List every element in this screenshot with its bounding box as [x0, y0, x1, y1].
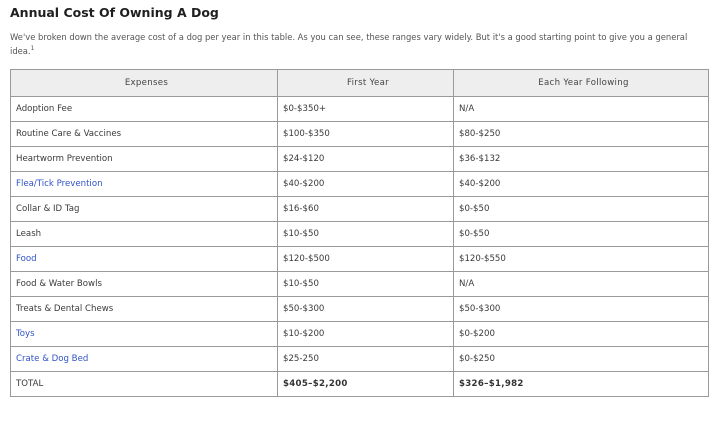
first-year-cell: $10-$50 — [278, 272, 454, 297]
first-year-cell: $25-250 — [278, 347, 454, 372]
expense-label: Collar & ID Tag — [16, 204, 80, 214]
table-row — [11, 347, 709, 372]
first-year-cell: $10-$200 — [278, 322, 454, 347]
total-label: TOTAL — [11, 372, 278, 397]
intro-text: We've broken down the average cost of a dog per year in this table. As you can see, these ranges vary widely. But it's a good starting point to give you a general idea. — [10, 32, 688, 56]
first-year-cell: $120-$500 — [278, 247, 454, 272]
table-row — [11, 247, 709, 272]
header-expenses: Expenses — [11, 70, 278, 97]
total-first-year: $405–$2,200 — [278, 372, 454, 397]
header-first-year: First Year — [278, 70, 454, 97]
expense-label: Routine Care & Vaccines — [16, 129, 122, 139]
first-year-cell: $16-$60 — [278, 197, 454, 222]
header-each-year-following: Each Year Following — [454, 70, 709, 97]
following-year-cell: $36-$132 — [454, 147, 709, 172]
expense-link[interactable]: Toys — [16, 329, 35, 339]
expense-label: Food & Water Bowls — [16, 279, 102, 289]
table-total-row — [11, 372, 709, 397]
following-year-cell: $80-$250 — [454, 122, 709, 147]
expense-cell — [11, 272, 278, 297]
expense-cell — [11, 97, 278, 122]
expense-cell — [11, 322, 278, 347]
expense-cell — [11, 172, 278, 197]
table-row — [11, 122, 709, 147]
following-year-cell: N/A — [454, 97, 709, 122]
expense-cell — [11, 197, 278, 222]
table-row — [11, 147, 709, 172]
expense-link[interactable]: Crate & Dog Bed — [16, 354, 89, 364]
total-following-year: $326–$1,982 — [454, 372, 709, 397]
expense-cell — [11, 297, 278, 322]
expense-cell — [11, 222, 278, 247]
following-year-cell: $120-$550 — [454, 247, 709, 272]
cost-table — [10, 69, 709, 397]
expense-cell — [11, 122, 278, 147]
following-year-cell: N/A — [454, 272, 709, 297]
following-year-cell: $40-$200 — [454, 172, 709, 197]
table-header-row — [11, 70, 709, 97]
expense-cell — [11, 347, 278, 372]
expense-cell — [11, 247, 278, 272]
first-year-cell: $50-$300 — [278, 297, 454, 322]
first-year-cell: $0-$350+ — [278, 97, 454, 122]
table-row — [11, 172, 709, 197]
article-intro — [10, 30, 710, 60]
footnote-ref[interactable]: 1 — [30, 45, 35, 53]
first-year-cell: $40-$200 — [278, 172, 454, 197]
expense-label: Adoption Fee — [16, 104, 73, 114]
first-year-cell: $10-$50 — [278, 222, 454, 247]
table-row — [11, 322, 709, 347]
table-body — [11, 97, 709, 397]
first-year-cell: $24-$120 — [278, 147, 454, 172]
expense-link[interactable]: Food — [16, 254, 37, 264]
table-row — [11, 97, 709, 122]
expense-cell — [11, 147, 278, 172]
table-row — [11, 222, 709, 247]
table-row — [11, 197, 709, 222]
article-title: Annual Cost Of Owning A Dog — [10, 5, 219, 20]
table-row — [11, 297, 709, 322]
expense-label: Heartworm Prevention — [16, 154, 113, 164]
expense-label: Leash — [16, 229, 42, 239]
following-year-cell: $0-$50 — [454, 197, 709, 222]
table-row — [11, 272, 709, 297]
following-year-cell: $0-$200 — [454, 322, 709, 347]
expense-link[interactable]: Flea/Tick Prevention — [16, 179, 103, 189]
following-year-cell: $0-$50 — [454, 222, 709, 247]
expense-label: Treats & Dental Chews — [16, 304, 114, 314]
following-year-cell: $0-$250 — [454, 347, 709, 372]
first-year-cell: $100-$350 — [278, 122, 454, 147]
following-year-cell: $50-$300 — [454, 297, 709, 322]
